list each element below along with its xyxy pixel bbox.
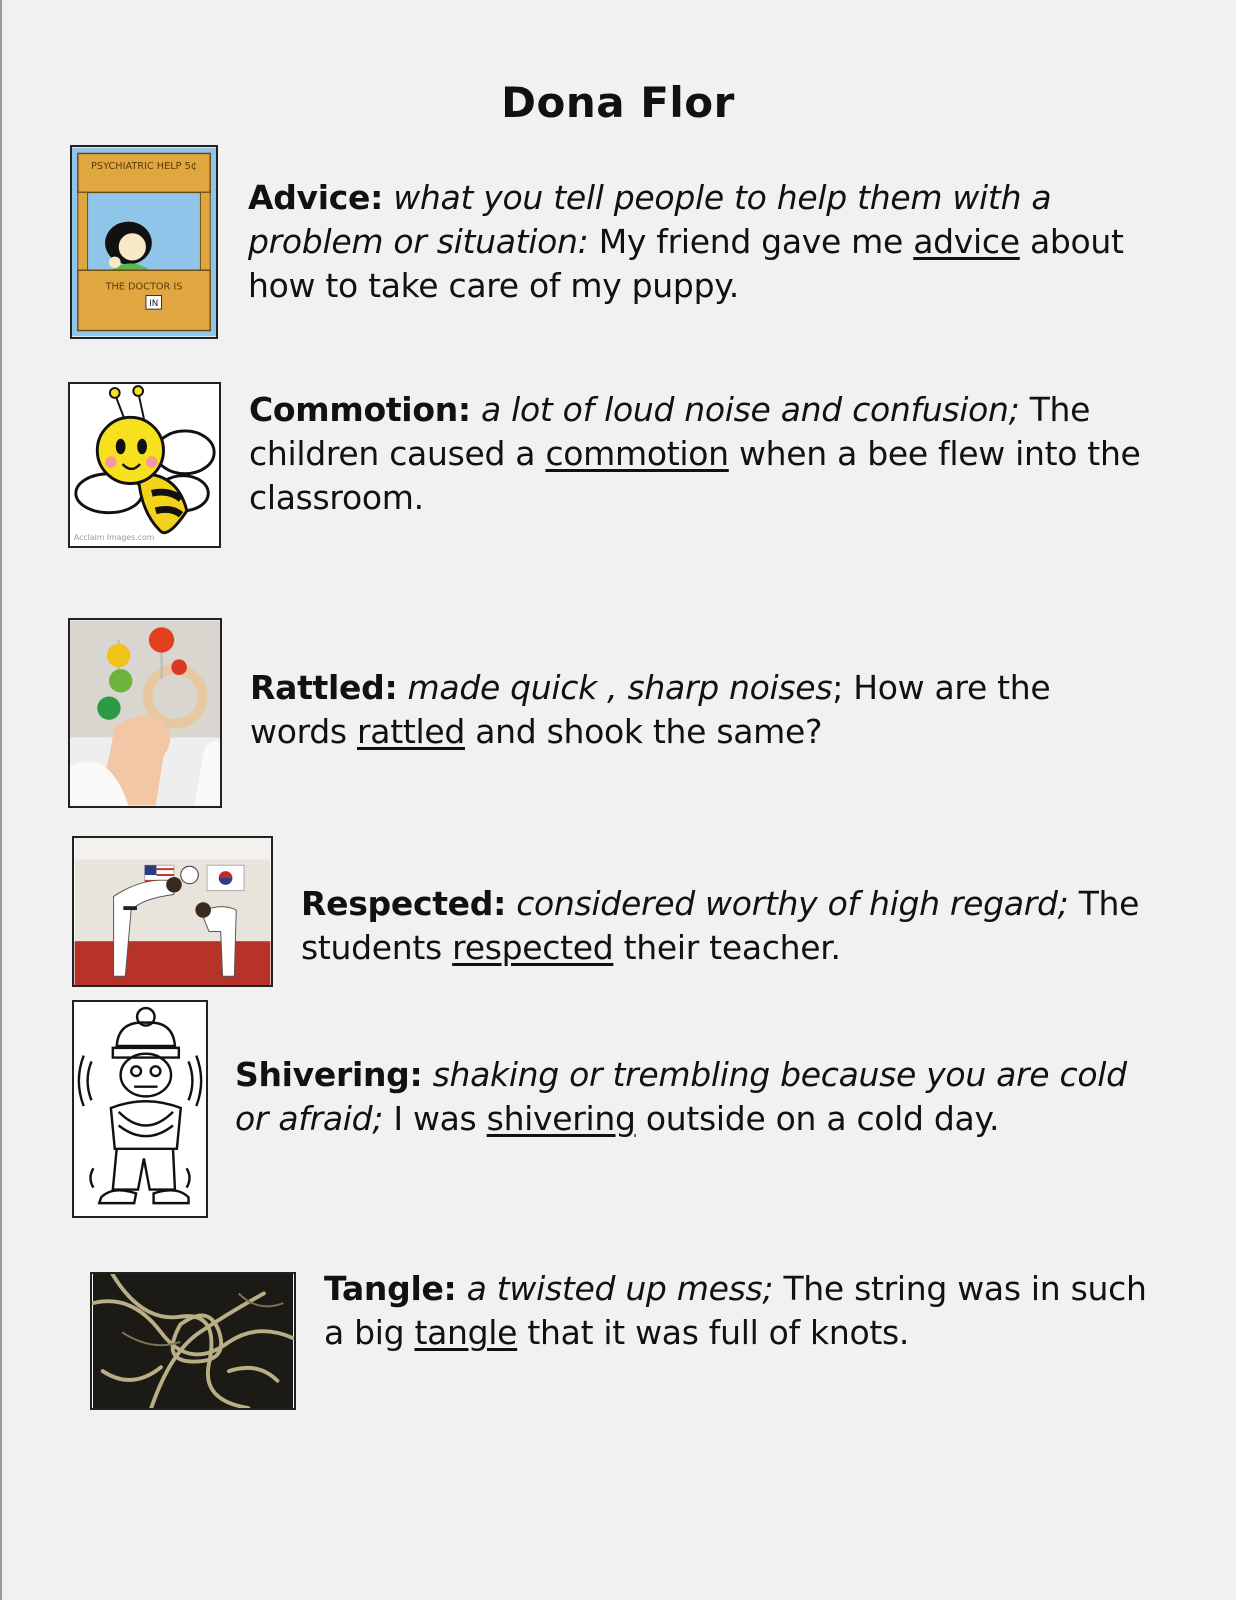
vocab-definition: made quick , sharp noises: [407, 668, 833, 707]
vocab-entry-respected: [301, 882, 1161, 970]
example-word: respected: [452, 928, 614, 967]
booth-sign-bottom: THE DOCTOR IS: [105, 281, 183, 293]
vocab-definition: considered worthy of high regard;: [516, 884, 1069, 923]
vocab-term: Tangle:: [324, 1269, 457, 1308]
vocab-term: Respected:: [301, 884, 506, 923]
vocab-entry-advice: [248, 176, 1168, 308]
baby-rattle-icon: [68, 618, 222, 808]
vocab-entry-tangle: [324, 1267, 1164, 1355]
example-after: their teacher.: [623, 928, 841, 967]
example-before: I was: [393, 1099, 477, 1138]
example-word: rattled: [357, 712, 466, 751]
vocab-definition: shaking or trembling because you are cold or afraid;: [235, 1055, 1127, 1138]
example-after: outside on a cold day.: [645, 1099, 1000, 1138]
cartoon-bee-icon: [68, 382, 221, 548]
vocab-term: Advice:: [248, 178, 384, 217]
taekwondo-bow-icon: [72, 836, 273, 987]
vocab-term: Rattled:: [250, 668, 398, 707]
example-after: when a bee flew into the classroom.: [249, 434, 1141, 517]
example-word: tangle: [414, 1313, 518, 1352]
vocab-term: Commotion:: [249, 390, 471, 429]
page-edge: [0, 0, 2, 1600]
example-before: The string was in such a big: [324, 1269, 1147, 1352]
example-before: My friend gave me: [598, 222, 904, 261]
example-before: The children caused a: [249, 390, 1091, 473]
vocab-term: Shivering:: [235, 1055, 423, 1094]
lucy-psychiatric-booth-icon: [70, 145, 218, 339]
booth-in-sign: IN: [149, 299, 159, 310]
image-credit: Acclaim Images.com: [73, 532, 155, 542]
page-title: Dona Flor: [501, 78, 735, 127]
vocab-definition: what you tell people to help them with a problem or situation:: [248, 178, 1052, 261]
vocab-entry-shivering: [235, 1053, 1165, 1141]
example-word: advice: [913, 222, 1020, 261]
vocab-entry-commotion: [249, 388, 1159, 520]
example-word: commotion: [545, 434, 729, 473]
shivering-person-icon: [72, 1000, 208, 1218]
vocab-entry-rattled: [250, 666, 1150, 754]
vocab-definition: a twisted up mess;: [466, 1269, 774, 1308]
booth-sign-top: PSYCHIATRIC HELP 5¢: [91, 161, 197, 173]
example-after: and shook the same?: [475, 712, 823, 751]
vocab-definition: a lot of loud noise and confusion;: [480, 390, 1020, 429]
example-after: about how to take care of my puppy.: [248, 222, 1124, 305]
example-word: shivering: [486, 1099, 636, 1138]
tangled-rope-icon: [90, 1272, 296, 1410]
example-after: that it was full of knots.: [527, 1313, 910, 1352]
example-before: The students: [301, 884, 1140, 967]
example-before: ; How are the words: [250, 668, 1051, 751]
